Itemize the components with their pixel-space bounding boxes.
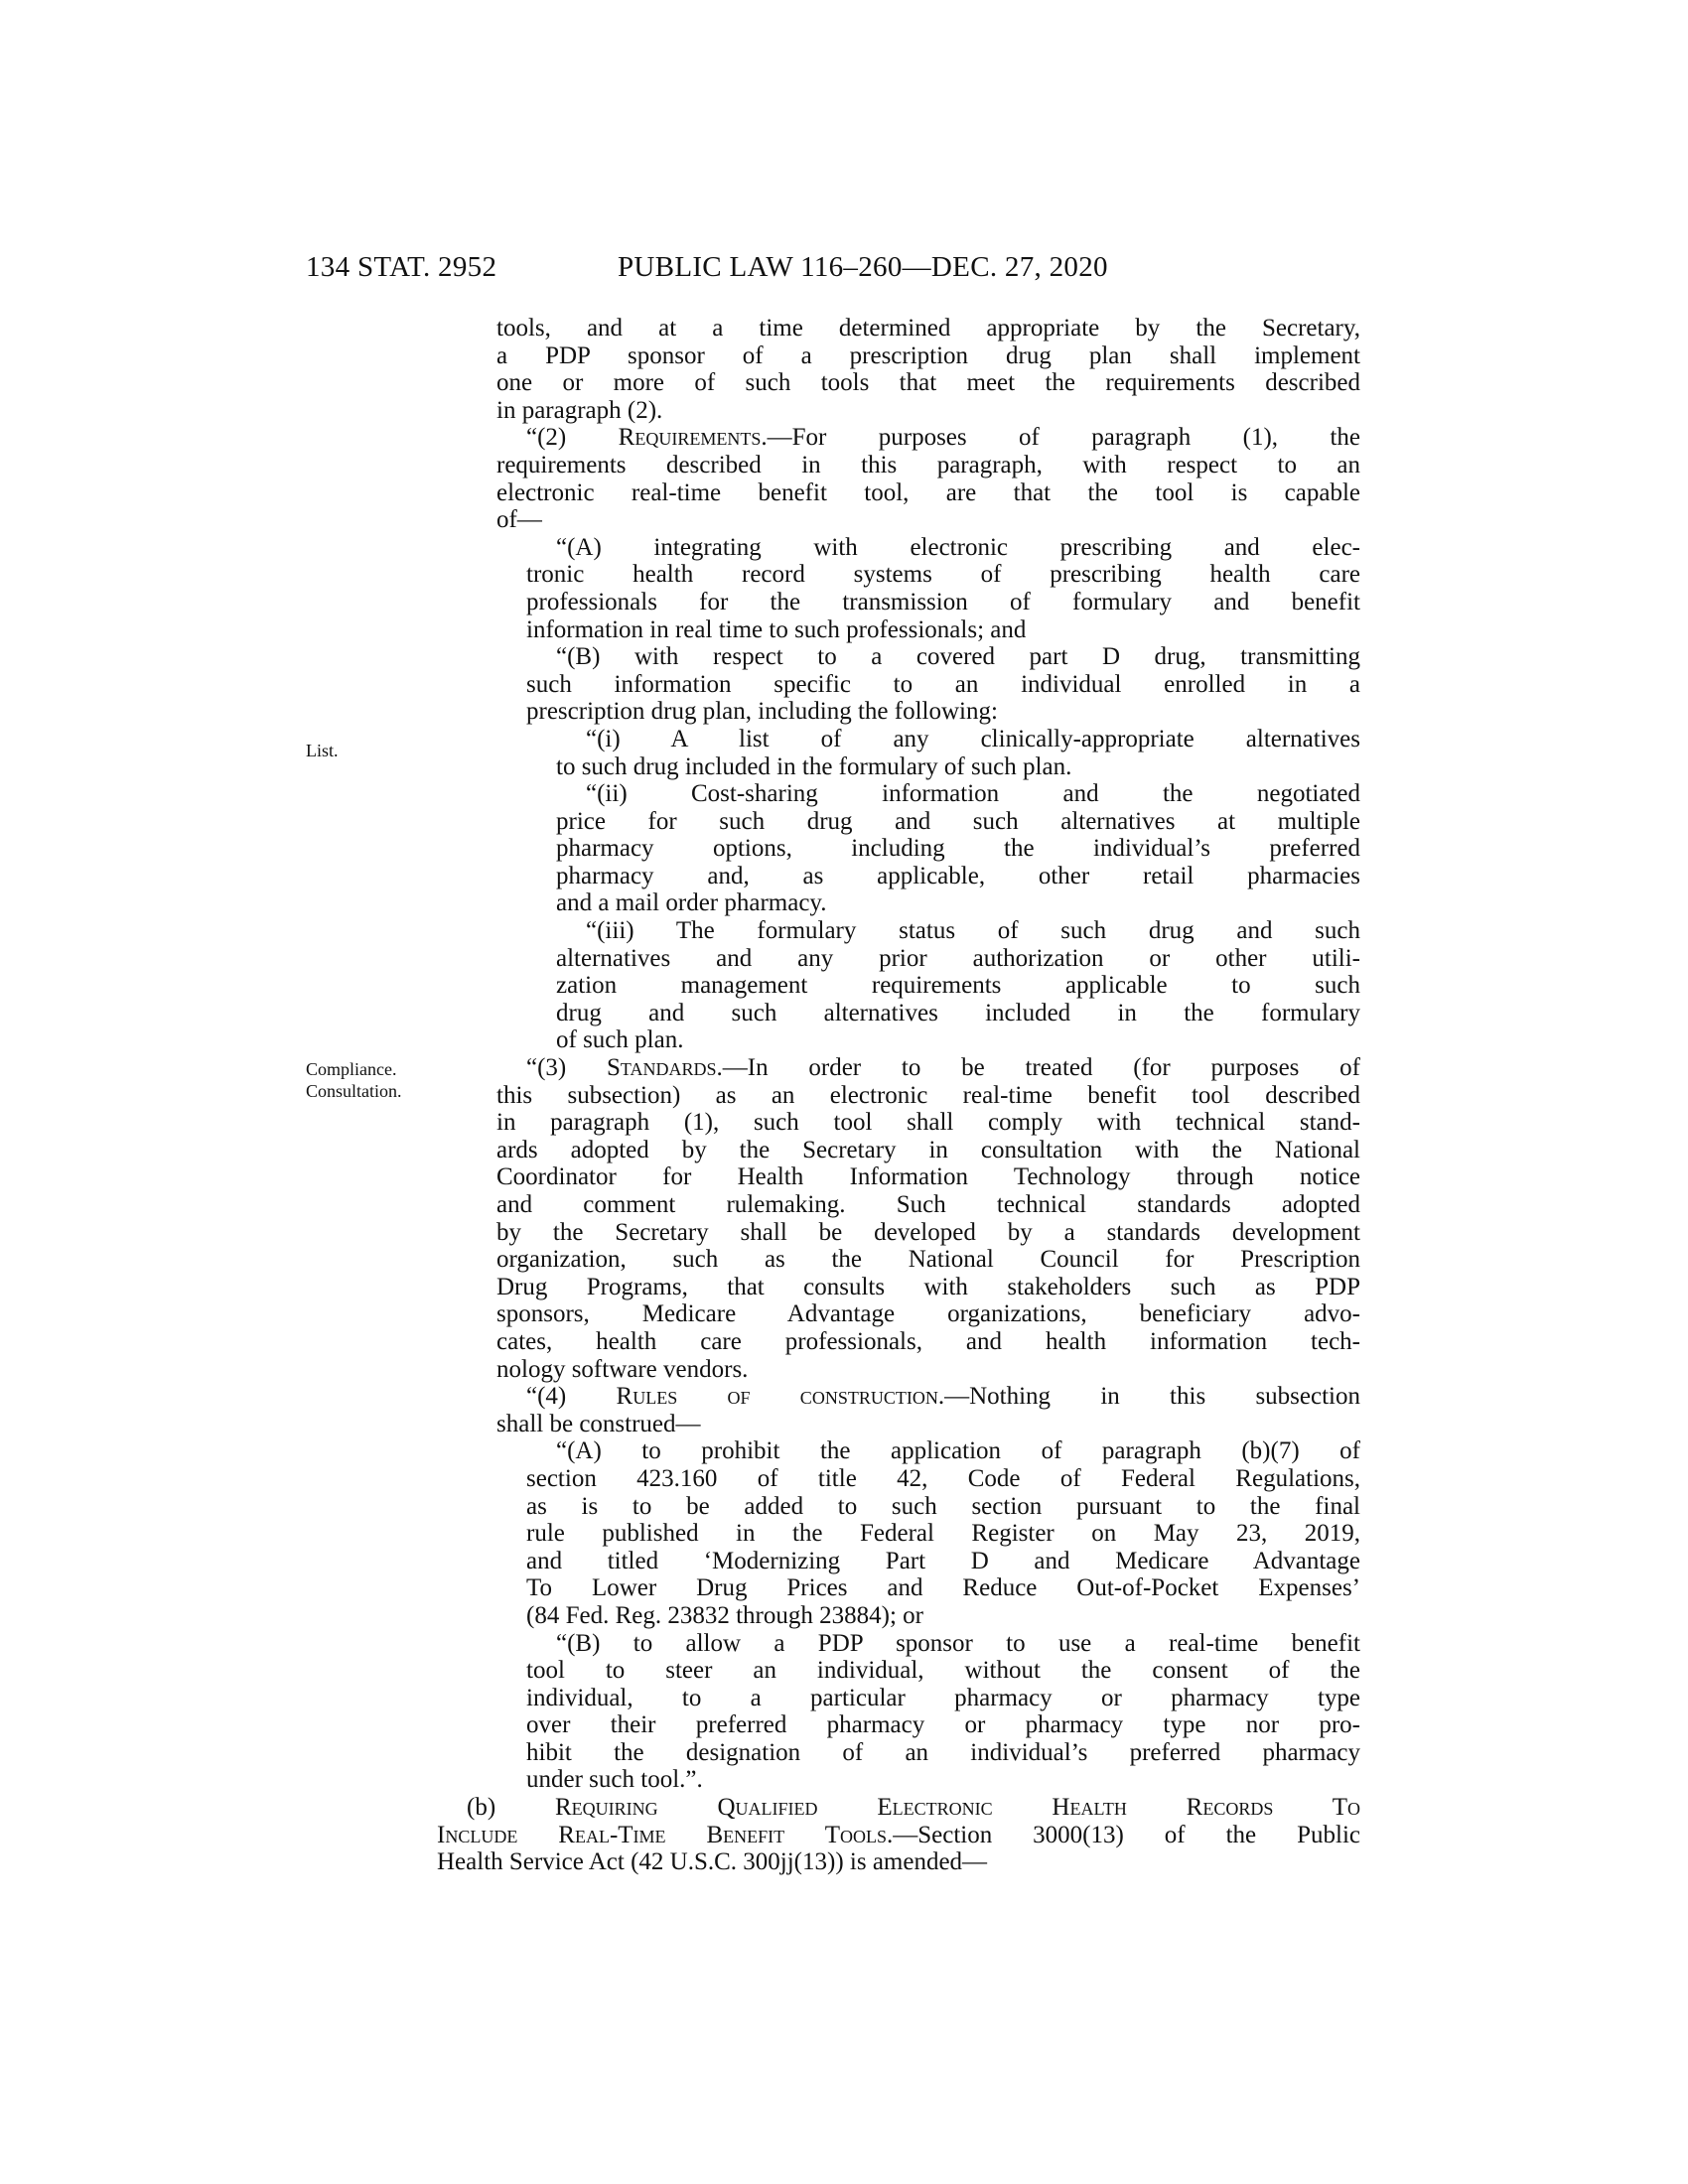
text-line: [437, 315, 1360, 342]
text-line: [437, 369, 1360, 397]
text-line: [437, 1739, 1360, 1767]
line-text-continued: .—Nothing in this subsection: [937, 1383, 1360, 1411]
margin-note-compliance: Compliance.: [306, 1059, 397, 1079]
text-line: [437, 1520, 1360, 1548]
text-line: [437, 1766, 1360, 1794]
line-text: and comment rulemaking. Such technical standards adopted: [496, 1191, 1360, 1218]
line-text: “(2): [526, 424, 619, 452]
line-text: one or more of such tools that meet the requirements described: [496, 369, 1360, 397]
text-line: [437, 1026, 1360, 1054]
line-text: zation management requirements applicable to such: [556, 972, 1360, 1000]
margin-note-list: List.: [306, 741, 339, 760]
line-text: section 423.160 of title 42, Code of Federal Regulations,: [526, 1464, 1360, 1492]
text-line: [437, 1219, 1360, 1247]
line-text: “(ii) Cost-sharing information and the negotiated: [586, 780, 1360, 808]
text-line: [437, 972, 1360, 1000]
line-text: hibit the designation of an individual’s preferred pharmacy: [526, 1738, 1360, 1766]
line-text: by the Secretary shall be developed by a standards development: [496, 1218, 1360, 1246]
line-text: “(B) with respect to a covered part D drug, transmitting: [556, 643, 1360, 671]
text-line: [437, 589, 1360, 616]
line-text: under such tool.”.: [526, 1766, 703, 1794]
line-text: this subsection) as an electronic real-time benefit tool described: [496, 1081, 1360, 1109]
text-line: [437, 342, 1360, 370]
section-heading: Requirements: [618, 424, 762, 452]
line-text: “(B) to allow a PDP sponsor to use a real-time benefit: [556, 1629, 1360, 1657]
line-text: to such drug included in the formulary of such plan.: [556, 752, 1072, 780]
text-line: [437, 1685, 1360, 1712]
text-line: [437, 1848, 1360, 1876]
text-line: [437, 1657, 1360, 1685]
line-text: shall be construed—: [496, 1410, 701, 1437]
text-line: [437, 1274, 1360, 1301]
text-line: [437, 1437, 1360, 1465]
text-line: [437, 1711, 1360, 1739]
text-line: [437, 397, 1360, 425]
text-line: [437, 479, 1360, 507]
line-text: of such plan.: [556, 1026, 684, 1054]
line-text: in paragraph (1), such tool shall comply with technical stand-: [496, 1109, 1360, 1137]
line-text: Drug Programs, that consults with stakeholders such as PDP: [496, 1273, 1360, 1300]
text-line: [437, 1054, 1360, 1082]
line-text: prescription drug plan, including the following:: [526, 698, 998, 726]
line-text: “(4): [526, 1383, 617, 1411]
line-text: professionals for the transmission of formulary and benefit: [526, 588, 1360, 615]
line-text: as is to be added to such section pursuant to the final: [526, 1492, 1360, 1520]
text-line: [437, 452, 1360, 479]
line-text-continued: .—Section 3000(13) of the Public: [886, 1821, 1360, 1848]
text-line: [437, 1411, 1360, 1438]
line-text: drug and such alternatives included in the formulary: [556, 999, 1360, 1026]
text-line: [437, 726, 1360, 753]
text-line: [437, 753, 1360, 781]
text-line: [437, 1465, 1360, 1493]
text-line: [437, 1137, 1360, 1164]
text-line: [437, 1300, 1360, 1328]
text-line: [437, 1630, 1360, 1658]
text-line: [437, 1082, 1360, 1110]
text-line: [437, 1163, 1360, 1191]
line-text: pharmacy options, including the individual’s preferred: [556, 835, 1360, 863]
line-text: of—: [496, 506, 542, 534]
line-text: nology software vendors.: [496, 1355, 749, 1383]
line-text: “(i) A list of any clinically-appropriate alternatives: [586, 725, 1360, 752]
text-line: [437, 1493, 1360, 1521]
text-line: [437, 643, 1360, 671]
text-line: [437, 616, 1360, 644]
line-text: individual, to a particular pharmacy or pharmacy type: [526, 1684, 1360, 1711]
text-line: [437, 1191, 1360, 1219]
text-line: [437, 780, 1360, 808]
line-text-continued: .—In order to be treated (for purposes of: [716, 1054, 1360, 1082]
line-text: such information specific to an individual enrolled in a: [526, 670, 1360, 698]
statute-body: [437, 315, 1360, 1876]
text-line: [437, 917, 1360, 945]
text-line: [437, 1109, 1360, 1137]
text-line: [437, 698, 1360, 726]
text-line: [437, 1548, 1360, 1575]
text-line: [437, 835, 1360, 863]
line-text: sponsors, Medicare Advantage organizations, beneficiary advo-: [496, 1300, 1360, 1328]
text-line: [437, 1822, 1360, 1849]
line-text: in paragraph (2).: [496, 396, 663, 424]
text-line: [437, 534, 1360, 562]
line-text: over their preferred pharmacy or pharmacy type nor pro-: [526, 1711, 1360, 1739]
line-text: (84 Fed. Reg. 23832 through 23884); or: [526, 1601, 923, 1629]
section-heading: Include Real-Time Benefit Tools: [437, 1821, 887, 1848]
text-line: [437, 561, 1360, 589]
line-text: electronic real-time benefit tool, are that the tool is capable: [496, 478, 1360, 506]
line-text: tools, and at a time determined appropriate by the Secretary,: [496, 315, 1360, 341]
text-line: [437, 506, 1360, 534]
text-line: [437, 1602, 1360, 1630]
line-text: “(A) integrating with electronic prescribing and elec-: [556, 533, 1360, 561]
margin-note-consultation: Consultation.: [306, 1081, 402, 1101]
line-text: and a mail order pharmacy.: [556, 889, 827, 917]
text-line: [437, 424, 1360, 452]
line-text: pharmacy and, as applicable, other retail pharmacies: [556, 862, 1360, 889]
page-reference: 134 STAT. 2952: [306, 251, 497, 283]
page-title: PUBLIC LAW 116–260—DEC. 27, 2020: [618, 251, 1108, 283]
line-text: “(A) to prohibit the application of paragraph (b)(7) of: [556, 1437, 1360, 1465]
section-heading: Requiring Qualified Electronic Health Records To: [554, 1794, 1360, 1822]
line-text-continued: .—For purposes of paragraph (1), the: [761, 424, 1360, 452]
line-text: a PDP sponsor of a prescription drug plan shall implement: [496, 341, 1360, 369]
text-line: [437, 1246, 1360, 1274]
line-text: Coordinator for Health Information Technology through notice: [496, 1163, 1360, 1191]
text-line: [437, 808, 1360, 836]
section-heading: Standards: [607, 1054, 717, 1082]
line-text: To Lower Drug Prices and Reduce Out-of-Pocket Expenses’: [526, 1574, 1360, 1602]
text-line: [437, 1328, 1360, 1356]
text-line: [437, 1000, 1360, 1027]
line-text: cates, health care professionals, and health information tech-: [496, 1327, 1360, 1355]
line-text: tronic health record systems of prescribing health care: [526, 561, 1360, 589]
line-text: “(3): [526, 1054, 608, 1082]
text-line: [437, 863, 1360, 890]
text-line: [437, 945, 1360, 973]
text-line: [437, 1383, 1360, 1411]
line-text: “(iii) The formulary status of such drug and such: [586, 917, 1360, 945]
line-text: and titled ‘Modernizing Part D and Medicare Advantage: [526, 1547, 1360, 1574]
line-text: alternatives and any prior authorization or other utili-: [556, 944, 1360, 972]
text-line: [437, 671, 1360, 699]
line-text: ards adopted by the Secretary in consultation with the National: [496, 1136, 1360, 1163]
line-text: rule published in the Federal Register on May 23, 2019,: [526, 1520, 1360, 1548]
line-text: requirements described in this paragraph, with respect to an: [496, 451, 1360, 478]
line-text: organization, such as the National Council for Prescription: [496, 1246, 1360, 1274]
section-heading: Rules of construction: [616, 1383, 938, 1411]
line-text: price for such drug and such alternatives at multiple: [556, 807, 1360, 835]
text-line: [437, 889, 1360, 917]
line-text: tool to steer an individual, without the consent of the: [526, 1657, 1360, 1685]
text-line: [437, 1574, 1360, 1602]
line-text: (b): [467, 1794, 555, 1822]
text-line: [437, 1794, 1360, 1822]
line-text: Health Service Act (42 U.S.C. 300jj(13)) is amended—: [437, 1848, 988, 1876]
text-line: [437, 1356, 1360, 1384]
line-text: information in real time to such professionals; and: [526, 615, 1027, 643]
